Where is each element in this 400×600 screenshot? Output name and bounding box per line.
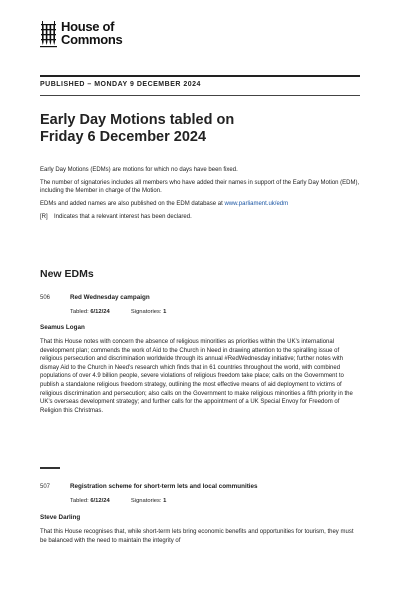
edm-member[interactable]: Steve Darling	[40, 514, 81, 521]
signatories-count: 1	[163, 498, 167, 504]
interest-flag-text: Indicates that a relevant interest has been declared.	[54, 214, 192, 220]
logo-line-2: Commons	[61, 32, 123, 47]
edm-motion-text: That this House recognises that, while short-term lets bring economic benefits and opportunities for tourism, they must be balanced with the need to maintain the integrity of	[40, 529, 354, 544]
signatories-label: Signatories:	[130, 309, 162, 315]
edm-divider	[40, 467, 60, 469]
portcullis-icon	[40, 21, 57, 48]
signatories-label: Signatories:	[130, 498, 162, 504]
intro-database-text: EDMs and added names are also published on the EDM database at	[40, 201, 225, 207]
logo-wordmark	[61, 20, 122, 46]
logo-line-1: House of	[61, 19, 115, 34]
edm-member[interactable]: Seamus Logan	[40, 324, 85, 331]
edm-number: 507	[40, 484, 51, 490]
section-title: New EDMs	[40, 268, 94, 280]
edm-title: Registration scheme for short-term lets and local communities	[70, 483, 258, 490]
intro-text	[40, 166, 360, 226]
tabled-label: Tabled:	[70, 498, 89, 504]
tabled-date: 6/12/24	[90, 498, 110, 504]
tabled-date: 6/12/24	[90, 309, 110, 315]
edm-meta	[70, 309, 166, 315]
tabled-label: Tabled:	[70, 309, 89, 315]
edm-title: Red Wednesday campaign	[70, 294, 150, 301]
title-line-2: Friday 6 December 2024	[40, 129, 207, 145]
house-of-commons-logo	[40, 20, 122, 48]
intro-paragraph-4	[40, 213, 360, 221]
intro-paragraph-1: Early Day Motions (EDMs) are motions for which no days have been fixed.	[40, 167, 238, 173]
rule-bottom	[40, 95, 360, 96]
edm-number: 506	[40, 295, 51, 301]
title-line-1: Early Day Motions tabled on	[40, 112, 235, 128]
published-date: PUBLISHED – MONDAY 9 DECEMBER 2024	[40, 81, 201, 88]
page-title	[40, 112, 360, 146]
intro-paragraph-2: The number of signatories includes all members who have added their names in support of the Early Day Motion (EDM), including the Member in charge of the Motion.	[40, 180, 360, 194]
edm-motion-text: That this House notes with concern the absence of religious minorities as priorities within the UK’s international development plan; commends the work of Aid to the Church in Need in drawing attention to the spiralling issue of religious persecution and discrimination worldwide through its annual #RedWednesday initiative; further notes with dismay Aid to the Church in Need’s research which finds that in 61 countries throughout the world, with combined populations of over 4.9 billion people, severe violations of religious freedom take place; calls on the Government to publish a standalone religious freedom strategy, outlining the most effective means of aid deployment to victims of religious discrimination and persecution; also calls on the Government to make religious minorities a fifth priority in the UK’s overseas development strategy; and further calls for the appointment of a UK Special Envoy for Freedom of Religion this Christmas.	[40, 339, 353, 414]
edm-meta	[70, 498, 166, 504]
intro-paragraph-3	[40, 200, 360, 208]
edm-database-link[interactable]: www.parliament.uk/edm	[224, 201, 289, 207]
interest-flag: [R]	[40, 214, 48, 220]
signatories-count: 1	[163, 309, 167, 315]
rule-top	[40, 75, 360, 77]
